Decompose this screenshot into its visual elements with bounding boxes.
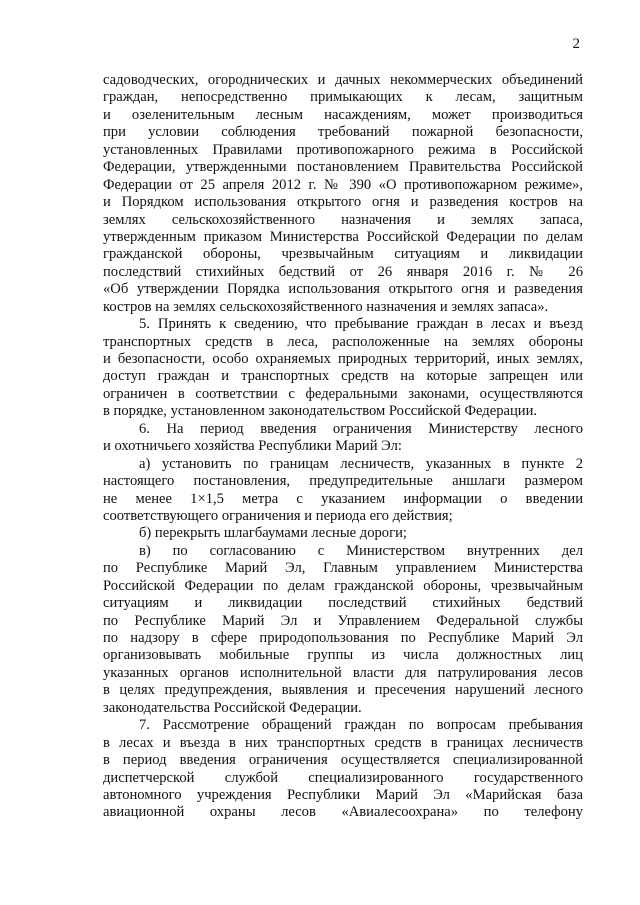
- text-line: «Об утверждении Порядка использования открытого огня и разведения: [103, 281, 583, 298]
- text-line: и безопасности, особо охраняемых природных территорий, иных землях,: [103, 351, 583, 367]
- text-line: установленных Правилами противопожарного режима в Российской: [103, 141, 583, 158]
- text-line: в лесах и въезда в них транспортных средств в границах лесничеств: [103, 734, 583, 751]
- text-line: не менее 1×1,5 метра с указанием информации о введении: [103, 490, 583, 507]
- text-line: Федерации, утвержденными постановлением Правительства Российской: [103, 159, 583, 176]
- text-line: указанных органов исполнительной власти для патрулирования лесов: [103, 664, 583, 681]
- text-line: при условии соблюдения требований пожарной безопасности,: [103, 124, 583, 141]
- document-body: [103, 72, 583, 822]
- text-line: костров на землях сельскохозяйственного назначения и землях запаса».: [103, 298, 549, 315]
- text-line: б) перекрыть шлагбаумами лесные дороги;: [139, 525, 407, 542]
- text-line: автономного учреждения Республики Марий Эл «Марийская база: [103, 786, 583, 803]
- text-line: ограничен в соответствии с федеральными законами, осуществляются: [103, 385, 583, 402]
- text-line: Федерации от 25 апреля 2012 г. № 390 «О противопожарном режиме»,: [103, 176, 583, 193]
- text-line: в) по согласованию с Министерством внутренних дел: [139, 542, 583, 559]
- text-line: организовывать мобильные группы из числа должностных лиц: [103, 647, 583, 664]
- text-line: последствий стихийных бедствий от 26 января 2016 г. № 26: [103, 263, 583, 280]
- text-line: и озеленительным лесным насаждениям, может производиться: [103, 106, 583, 123]
- text-line: диспетчерской службой специализированного государственного: [103, 769, 583, 786]
- text-line: доступ граждан и транспортных средств на которые запрещен или: [103, 368, 583, 385]
- text-line: в целях предупреждения, выявления и пресечения нарушений лесного: [103, 682, 583, 699]
- text-line: по надзору в сфере природопользования по Республике Марий Эл: [103, 630, 583, 646]
- text-line: настоящего постановления, предупредительные аншлаги размером: [103, 473, 583, 490]
- text-line: землях сельскохозяйственного назначения и землях запаса,: [103, 211, 583, 228]
- text-line: граждан, непосредственно примыкающих к лесам, защитным: [103, 89, 583, 106]
- text-line: 5. Принять к сведению, что пребывание граждан в лесах и въезд: [139, 316, 583, 333]
- text-line: 7. Рассмотрение обращений граждан по вопросам пребывания: [139, 717, 583, 734]
- text-line: 6. На период введения ограничения Министерству лесного: [139, 420, 583, 437]
- text-line: утвержденным приказом Министерства Российской Федерации по делам: [103, 228, 583, 245]
- text-line: Российской Федерации по делам гражданской обороны, чрезвычайным: [103, 577, 583, 594]
- text-line: авиационной охраны лесов «Авиалесоохрана» по телефону: [103, 804, 583, 821]
- text-line: и Порядком использования открытого огня и разведения костров на: [103, 194, 583, 211]
- text-line: гражданской обороны, чрезвычайным ситуациям и ликвидации: [103, 246, 583, 263]
- text-line: соответствующего ограничения и периода его действия;: [103, 507, 453, 524]
- text-line: по Республике Марий Эл, Главным управлением Министерства: [103, 560, 583, 577]
- text-line: транспортных средств в леса, расположенные на землях обороны: [103, 333, 583, 350]
- text-line: в период введения ограничения осуществляется специализированной: [103, 752, 583, 769]
- text-line: по Республике Марий Эл и Управлением Федеральной службы: [103, 612, 583, 629]
- text-line: ситуациям и ликвидации последствий стихийных бедствий: [103, 595, 583, 612]
- text-line: законодательства Российской Федерации.: [103, 699, 362, 716]
- text-line: в порядке, установленном законодательством Российской Федерации.: [103, 403, 538, 420]
- page-number: 2: [572, 36, 580, 52]
- text-line: садоводческих, огороднических и дачных некоммерческих объединений: [103, 72, 583, 88]
- text-line: а) установить по границам лесничеств, указанных в пункте 2: [139, 455, 583, 472]
- text-line: и охотничьего хозяйства Республики Марий Эл:: [103, 438, 402, 455]
